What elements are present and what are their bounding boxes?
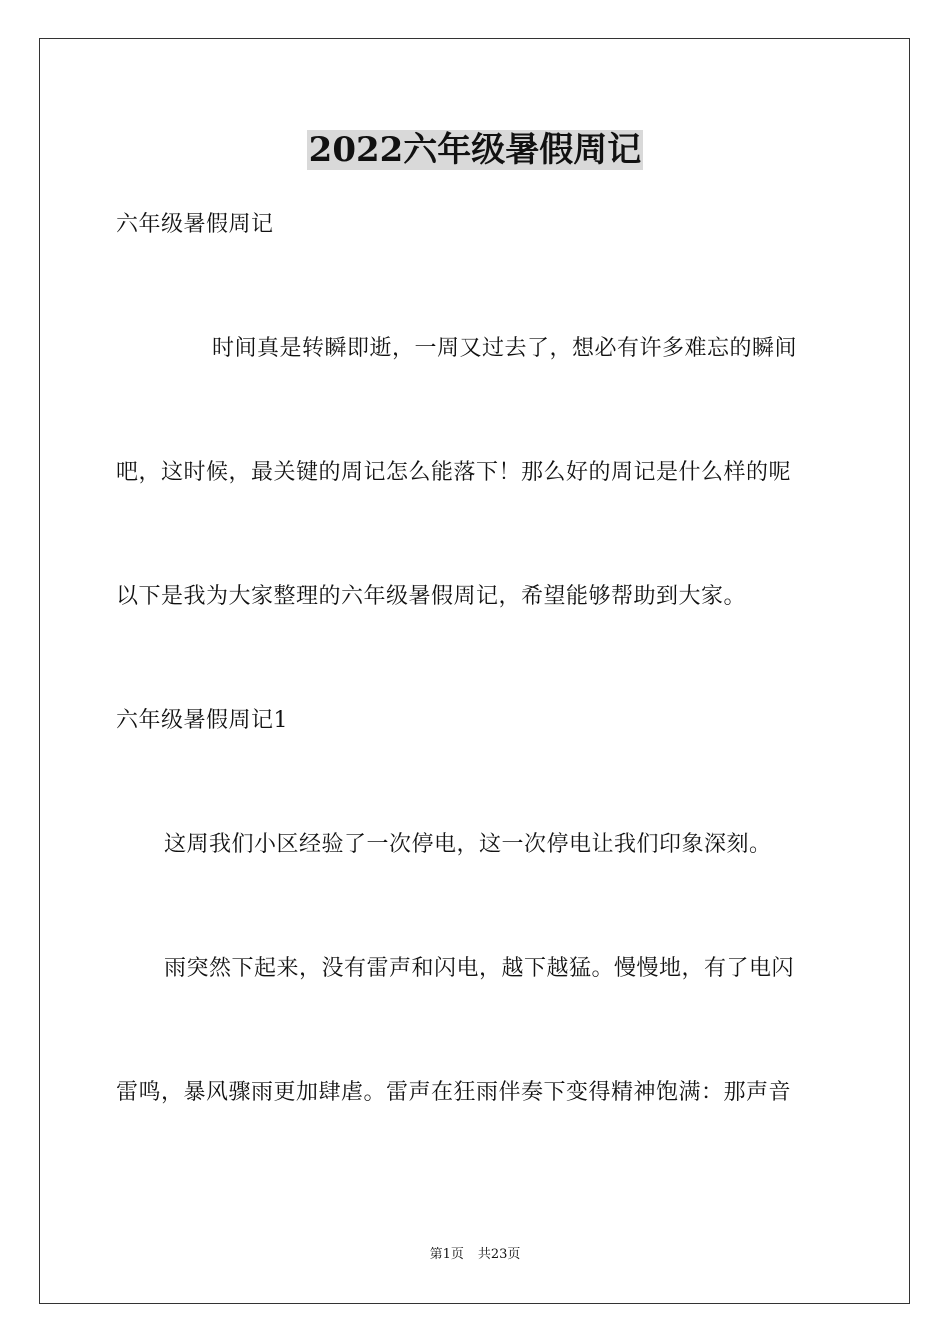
document-title-text: 2022六年级暑假周记 bbox=[308, 130, 642, 170]
paragraph-line: 吧，这时候，最关键的周记怎么能落下！那么好的周记是什么样的呢 bbox=[116, 460, 792, 485]
paragraph-line: 以下是我为大家整理的六年级暑假周记，希望能够帮助到大家。 bbox=[116, 584, 747, 609]
subtitle-line: 六年级暑假周记 bbox=[116, 212, 274, 237]
section-heading: 六年级暑假周记1 bbox=[116, 708, 288, 733]
paragraph-line: 雨突然下起来，没有雷声和闪电，越下越猛。慢慢地，有了电闪 bbox=[164, 956, 795, 981]
paragraph-line: 这周我们小区经验了一次停电，这一次停电让我们印象深刻。 bbox=[164, 832, 772, 857]
paragraph-line: 时间真是转瞬即逝，一周又过去了，想必有许多难忘的瞬间 bbox=[212, 336, 798, 361]
document-title bbox=[0, 128, 950, 172]
page-total: 共23页 bbox=[477, 1247, 521, 1262]
page-footer bbox=[0, 1246, 950, 1264]
page-current: 第1页 bbox=[429, 1247, 464, 1262]
paragraph-line: 雷鸣，暴风骤雨更加肆虐。雷声在狂雨伴奏下变得精神饱满：那声音 bbox=[116, 1080, 792, 1105]
